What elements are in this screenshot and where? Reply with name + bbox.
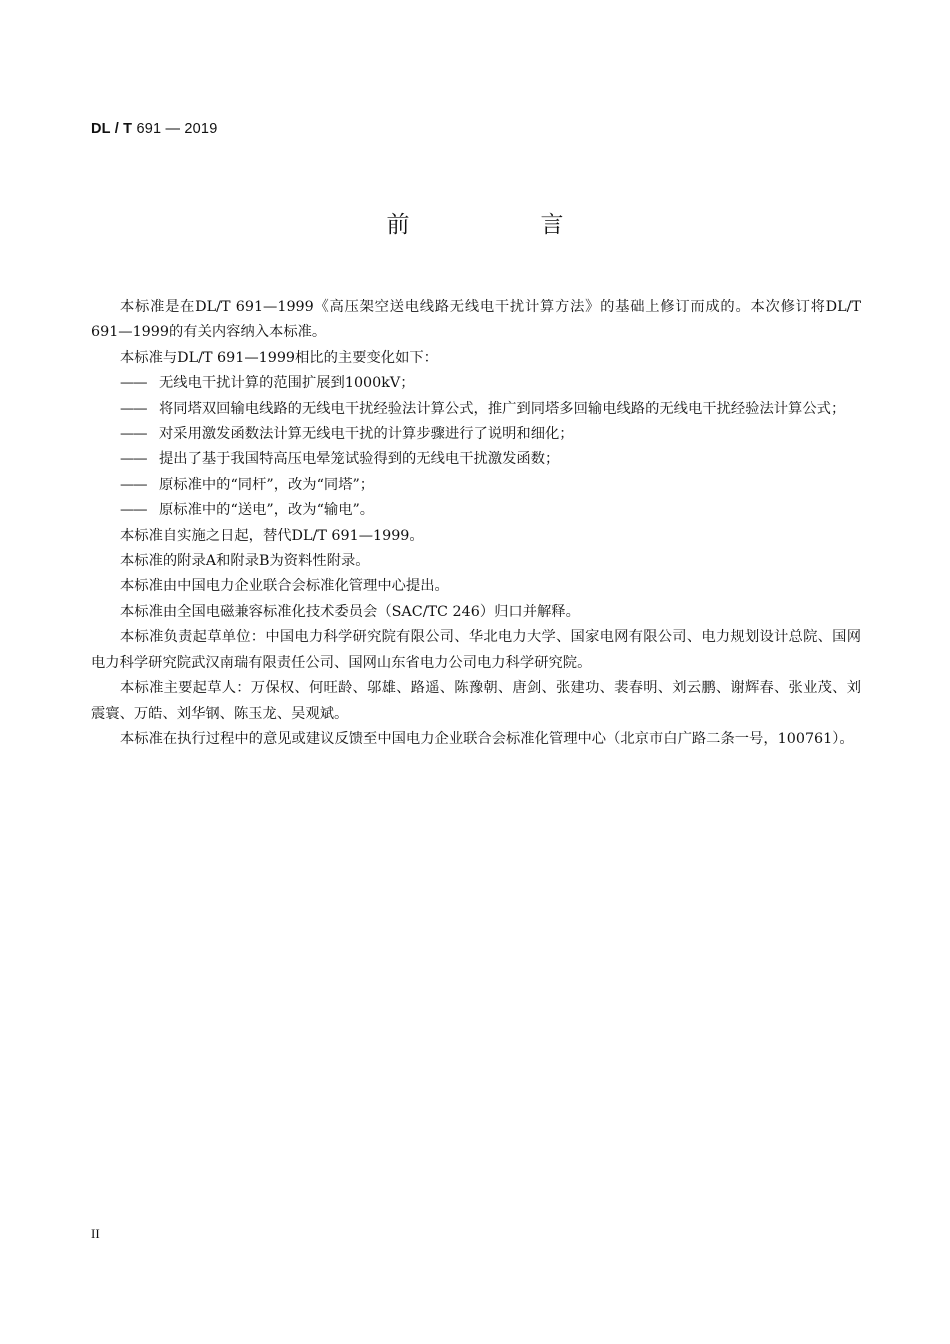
foreword-body [91, 295, 861, 752]
dash-marker: —— [120, 502, 147, 519]
page-title: 前 言 [386, 212, 618, 238]
dash-marker: —— [120, 451, 147, 468]
dash-marker: —— [120, 426, 147, 443]
dash-marker: —— [120, 400, 147, 417]
list-item-text: 原标准中的“同杆”，改为“同塔”； [159, 476, 375, 493]
list-item-change [91, 447, 861, 472]
list-item-change [91, 371, 861, 396]
list-item-text: 提出了基于我国特高压电晕笼试验得到的无线电干扰激发函数； [159, 451, 560, 468]
list-item-change [91, 498, 861, 523]
paragraph-drafting-units: 本标准负责起草单位：中国电力科学研究院有限公司、华北电力大学、国家电网有限公司、电力规划设计总院、国网电力科学研究院武汉南瑞有限责任公司、国网山东省电力公司电力科学研究院。 [91, 629, 861, 671]
list-item-change [91, 397, 861, 422]
paragraph-revision-basis: 本标准是在DL/T 691—1999《高压架空送电线路无线电干扰计算方法》的基础上修订而成的。本次修订将DL/T 691—1999的有关内容纳入本标准。 [91, 299, 861, 341]
paragraph-replacement: 本标准自实施之日起，替代DL/T 691—1999。 [120, 527, 424, 544]
list-item-text: 原标准中的“送电”，改为“输电”。 [159, 502, 375, 519]
dash-marker: —— [120, 476, 147, 493]
dash-marker: —— [120, 375, 147, 392]
standard-code-header [91, 121, 217, 137]
standard-code-prefix: DL / T [91, 121, 133, 137]
paragraph-administrator: 本标准由全国电磁兼容标准化技术委员会（SAC/TC 246）归口并解释。 [120, 603, 580, 620]
list-item-change [91, 422, 861, 447]
paragraph-drafters: 本标准主要起草人：万保权、何旺龄、邬雄、路遥、陈豫朝、唐剑、张建功、裴春明、刘云鹏、谢辉春、张业茂、刘震寰、万皓、刘华钢、陈玉龙、吴观斌。 [91, 680, 861, 722]
list-item-text: 将同塔双回输电线路的无线电干扰经验法计算公式，推广到同塔多回输电线路的无线电干扰经验法计算公式； [159, 400, 846, 417]
paragraph-appendices: 本标准的附录A和附录B为资料性附录。 [120, 553, 370, 570]
list-item-text: 无线电干扰计算的范围扩展到1000kV； [159, 375, 415, 392]
page-number: II [91, 1226, 100, 1241]
list-item-text: 对采用激发函数法计算无线电干扰的计算步骤进行了说明和细化； [159, 426, 574, 443]
paragraph-feedback: 本标准在执行过程中的意见或建议反馈至中国电力企业联合会标准化管理中心（北京市白广路二条一号，100761）。 [120, 730, 854, 747]
standard-code-number: 691 — 2019 [132, 121, 218, 137]
list-item-change [91, 473, 861, 498]
paragraph-proposer: 本标准由中国电力企业联合会标准化管理中心提出。 [120, 578, 449, 595]
paragraph-changes-intro: 本标准与DL/T 691—1999相比的主要变化如下： [120, 349, 438, 366]
